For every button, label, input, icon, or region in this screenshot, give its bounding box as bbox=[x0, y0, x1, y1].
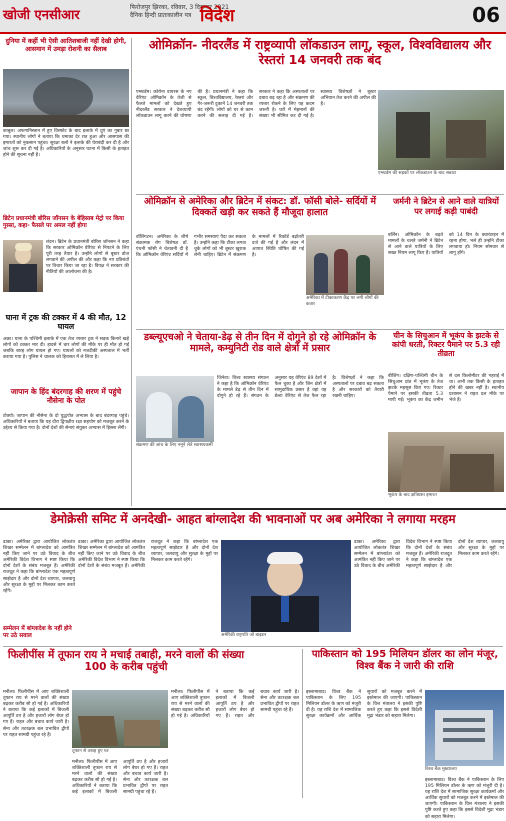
boris-photo bbox=[3, 240, 43, 292]
boris-headline: ब्रिटेन प्रधानमंत्री बोरिस जॉनसन के बेहिसाब मेट्रो पर किया गुस्सा, कहा- फैसले पर अमल नहीं होगा bbox=[3, 216, 125, 229]
china-headline-box bbox=[388, 332, 504, 372]
philippines-body-right: मनीला। फिलीपींस में आए शक्तिशाली तूफान राय से मरने वालों की संख्या बढ़कर करीब सौ हो गई है। अधिकारियों ने बताया कि कई इलाकों में बिजली आपूर्ति ठप है और हजारों लोग बेघर हो गए हैं। राहत और बचाव कार्य जारी है। सेना और तटरक्षक बल प्रभावित द्वीपों पर राहत सामग्री पहुंचा रहे हैं। bbox=[171, 690, 299, 720]
column-divider bbox=[131, 38, 132, 506]
china-headline: चीन के सिचुआन में भूकंप के झटके से कांपी धरती, रिक्टर पैमाने पर 5.3 रही तीव्रता bbox=[391, 331, 501, 358]
section-rule bbox=[3, 646, 503, 647]
earthquake-caption: भूकंप के बाद क्षतिग्रस्त इमारत bbox=[388, 493, 437, 498]
smoke-photo bbox=[3, 69, 129, 127]
earthquake-photo bbox=[388, 432, 504, 492]
page-number: 06 bbox=[472, 3, 500, 27]
philippines-body-left: मनीला। फिलीपींस में आए शक्तिशाली तूफान राय से मरने वालों की संख्या बढ़कर करीब सौ हो गई है। अधिकारियों ने बताया कि कई इलाकों में बिजली आपूर्ति ठप है और हजारों लोग बेघर हो गए हैं। राहत और बचाव कार्य जारी है। सेना और तटरक्षक बल प्रभावित द्वीपों पर राहत सामग्री पहुंचा रहे हैं। bbox=[3, 690, 69, 738]
fireworks-body: काबुल। अफगानिस्तान में हुए विस्फोट के बाद इलाके में धुएं का गुबार छा गया। स्थानीय लोगों ने बताया कि धमाका देर रात हुआ और आसपास की इमारतों को नुकसान पहुंचा। सुरक्षा बलों ने इलाके की घेराबंदी कर दी है और जांच शुरू कर दी गई है। अधिकारियों के अनुसार घटना में किसी के हताहत होने की सूचना नहीं है। bbox=[3, 129, 129, 159]
democracy-body-middle: ढाका। अमेरिका द्वारा आयोजित लोकतंत्र शिखर सम्मेलन में बांग्लादेश को आमंत्रित नहीं किए जाने पर उठे विवाद के बीच अमेरिकी विदेश विभाग ने स्पष्ट किया कि दोनों देशों के संबंध मजबूत हैं। अमेरिकी राजदूत ने कहा कि बांग्लादेश एक महत्वपूर्ण साझेदार है और दोनों देश व्यापार, जलवायु और सुरक्षा के मुद्दों पर मिलकर काम करते रहेंगे। bbox=[78, 540, 218, 570]
pakistan-body-tail: इस्लामाबाद। विश्व बैंक ने पाकिस्तान के लिए 195 मिलियन डॉलर के ऋण को मंजूरी दी है। यह राशि देश में सामाजिक सुरक्षा कार्यक्रमों और आर्थिक सुधारों को मजबूत करने में इस्तेमाल की जाएगी। पाकिस्तान के वित्त मंत्रालय ने इसकी पुष्टि करते हुए कहा कि इससे विदेशी मुद्रा भंडार को सहारा मिलेगा। bbox=[425, 778, 504, 820]
ghana-headline-box bbox=[3, 313, 129, 335]
philippines-headline-box bbox=[3, 649, 249, 687]
ghana-body: अक्रा। घाना के पश्चिमी इलाके में एक तेज रफ्तार ट्रक ने सड़क किनारे खड़े लोगों को टक्कर मार दी। हादसे में चार लोगों की मौके पर ही मौत हो गई जबकि बारह लोग घायल हो गए। घायलों को नजदीकी अस्पताल में भर्ती कराया गया है। पुलिस ने चालक को हिरासत में ले लिया है। bbox=[3, 337, 129, 361]
biden-caption: अमेरिकी राष्ट्रपति जो बाइडन bbox=[221, 633, 267, 638]
tagline: दैनिक हिन्दी प्रातःकालीन पत्र bbox=[130, 12, 192, 19]
who-headline-box bbox=[136, 332, 384, 372]
germany-body: बर्लिन। ओमिक्रॉन के बढ़ते मामलों के चलते जर्मनी ने ब्रिटेन से आने वाले यात्रियों के लिए सख्त नियम लागू किए हैं। यात्रियों को 14 दिन के क्वारंटाइन में रहना होगा, भले ही उन्होंने टीका लगवाया हो। नियम सोमवार से लागू होंगे। bbox=[388, 233, 504, 257]
newspaper-logo: खोजी एनसीआर bbox=[3, 8, 80, 23]
column-divider bbox=[302, 649, 303, 798]
covid-test-photo bbox=[136, 376, 214, 442]
lead-photo-caption: एम्स्टर्डम की सड़कों पर लॉकडाउन के बाद सन्नाटा bbox=[378, 171, 457, 176]
world-bank-photo bbox=[425, 690, 504, 766]
japan-headline-box bbox=[3, 388, 129, 412]
biden-photo bbox=[221, 540, 351, 632]
omicron-uk-headline-box bbox=[136, 197, 384, 233]
who-headline: डब्ल्यूएचओ ने चेताया-डेढ़ से तीन दिन में दोगुने हो रहे ओमिक्रॉन के मामले, कम्युनिटी रोड वाले क्षेत्रों में प्रसार bbox=[143, 332, 377, 355]
boris-body-upper: लंदन। ब्रिटेन के प्रधानमंत्री बोरिस जॉनसन ने कहा कि सरकार ओमिक्रॉन वेरिएंट से निपटने के लिए पूरी तरह तैयार है। उन्होंने लोगों से बूस्टर डोज लगवाने की अपील की और कहा कि नए प्रतिबंधों पर विचार किया जा रहा है। विपक्ष ने सरकार की नीतियों की आलोचना की है। bbox=[46, 240, 129, 276]
democracy-headline: डेमोक्रेसी समिट में अनदेखी- आहत बांग्लादेश की भावनाओं पर अब अमेरिका ने लगाया मरहम bbox=[50, 512, 456, 526]
omicron-uk-headline: ओमिक्रॉन से अमेरिका और ब्रिटेन में संकट: डॉ. फॉसी बोले- सर्दियों में दिक्कतें खड़ी कर सकते हैं मौजूदा हालात bbox=[143, 196, 377, 218]
lead-headline-box bbox=[136, 38, 504, 88]
ghana-headline: घाना में ट्रक की टक्कर में 4 की मौत, 12 घायल bbox=[5, 313, 127, 332]
democracy-headline-box bbox=[3, 512, 503, 536]
fireworks-headline-box bbox=[3, 38, 129, 68]
world-bank-caption: विश्व बैंक मुख्यालय bbox=[425, 767, 457, 772]
china-body: बीजिंग। दक्षिण-पश्चिमी चीन के सिचुआन प्रांत में भूकंप के तेज झटके महसूस किए गए। रिक्टर पैमाने पर इसकी तीव्रता 5.3 मापी गई। भूकंप का केंद्र जमीन से दस किलोमीटर की गहराई में था। अभी तक किसी के हताहत होने की खबर नहीं है। स्थानीय प्रशासन ने राहत दल मौके पर भेजे हैं। bbox=[388, 374, 504, 404]
who-body: जिनेवा। विश्व स्वास्थ्य संगठन ने कहा है कि ओमिक्रॉन वेरिएंट के मामले डेढ़ से तीन दिन में दोगुने हो रहे हैं। संगठन के अनुसार यह वेरिएंट 89 देशों में फैल चुका है और जिन क्षेत्रों में सामुदायिक प्रसार है वहां यह डेल्टा वेरिएंट से तेज फैल रहा है। विशेषज्ञों ने कहा कि अस्पतालों पर दबाव बढ़ सकता है और सरकारों को तैयारी रखनी चाहिए। bbox=[217, 376, 384, 400]
section-title: विदेश bbox=[200, 6, 235, 26]
democracy-body-right: ढाका। अमेरिका द्वारा आयोजित लोकतंत्र शिखर सम्मेलन में बांग्लादेश को आमंत्रित नहीं किए जाने पर उठे विवाद के बीच अमेरिकी विदेश विभाग ने स्पष्ट किया कि दोनों देशों के संबंध मजबूत हैं। अमेरिकी राजदूत ने कहा कि बांग्लादेश एक महत्वपूर्ण साझेदार है और दोनों देश व्यापार, जलवायु और सुरक्षा के मुद्दों पर मिलकर काम करते रहेंगे। bbox=[354, 540, 504, 570]
philippines-body-under-photo: मनीला। फिलीपींस में आए शक्तिशाली तूफान राय से मरने वालों की संख्या बढ़कर करीब सौ हो गई है। अधिकारियों ने बताया कि कई इलाकों में बिजली आपूर्ति ठप है और हजारों लोग बेघर हो गए हैं। राहत और बचाव कार्य जारी है। सेना और तटरक्षक बल प्रभावित द्वीपों पर राहत सामग्री पहुंचा रहे हैं। bbox=[72, 760, 168, 796]
japan-headline: जापान के हिंद बंदरगाह की शरण में पहुंचे नौसेना के पोत bbox=[10, 387, 122, 405]
section-rule bbox=[136, 329, 504, 330]
democracy-body-left: ढाका। अमेरिका द्वारा आयोजित लोकतंत्र शिखर सम्मेलन में बांग्लादेश को आमंत्रित नहीं किए जाने पर उठे विवाद के बीच अमेरिकी विदेश विभाग ने स्पष्ट किया कि दोनों देशों के संबंध मजबूत हैं। अमेरिकी राजदूत ने कहा कि बांग्लादेश एक महत्वपूर्ण साझेदार है और दोनों देश व्यापार, जलवायु और सुरक्षा के मुद्दों पर मिलकर काम करते रहेंगे। bbox=[3, 540, 75, 594]
lead-body: एम्स्टर्डम। कोरोना वायरस के नए वेरिएंट ओमिक्रॉन के तेजी से फैलते मामलों को देखते हुए नीदरलैंड सरकार ने देशव्यापी लॉकडाउन लागू करने की घोषणा की है। प्रधानमंत्री ने कहा कि स्कूल, विश्वविद्यालय, रेस्तरां और गैर-जरूरी दुकानें 14 जनवरी तक बंद रहेंगी। लोगों को घर से काम करने की सलाह दी गई है। सरकार ने कहा कि अस्पतालों पर दबाव बढ़ रहा है और संक्रमण की रफ्तार रोकने के लिए यह कदम जरूरी है। घरों में मेहमानों की संख्या भी सीमित कर दी गई है। स्वास्थ्य विशेषज्ञों ने बूस्टर अभियान तेज करने की अपील की है। bbox=[136, 90, 376, 120]
germany-headline: जर्मनी ने ब्रिटेन से आने वाले यात्रियों पर लगाई कड़ी पाबंदी bbox=[393, 196, 499, 216]
philippines-headline: फिलीपींस में तूफान राय ने मचाई तबाही, मरने वालों की संख्या 100 के करीब पहुंची bbox=[7, 649, 245, 674]
dateline: फिरोजपुर झिरका, रविवार, 3 दिसम्बर 2021 bbox=[130, 4, 229, 11]
typhoon-photo bbox=[72, 690, 168, 748]
covid-test-caption: संक्रमण की जांच के लिए नमूने लेते स्वास्थ्यकर्मी bbox=[136, 443, 213, 448]
vaccination-photo bbox=[306, 235, 384, 295]
democracy-subhead: सम्मेलन में बांग्लादेश के नहीं होने पर उठे सवाल bbox=[3, 626, 72, 639]
pakistan-headline: पाकिस्तान को 195 मिलियन डॉलर का लोन मंजूर, विश्व बैंक ने जारी की राशि bbox=[311, 649, 499, 672]
lead-headline: ओमिक्रॉन- नीदरलैंड में राष्ट्रव्यापी लॉकडाउन लागू, स्कूल, विश्वविद्यालय और रेस्तरां 14 जनवरी तक बंद bbox=[148, 37, 492, 67]
typhoon-caption: तूफान से तबाह हुए घर bbox=[72, 749, 109, 754]
masthead bbox=[0, 0, 506, 34]
omicron-uk-body: वॉशिंगटन। अमेरिका के शीर्ष संक्रामक रोग विशेषज्ञ डॉ. एंथनी फॉसी ने चेतावनी दी है कि ओमिक्रॉन वेरिएंट सर्दियों में गंभीर समस्याएं पैदा कर सकता है। उन्होंने कहा कि टीका लगवा चुके लोगों को भी बूस्टर खुराक लेनी चाहिए। ब्रिटेन में संक्रमण के मामलों में रिकॉर्ड बढ़ोतरी दर्ज की गई है और लंदन में आपात स्थिति घोषित की गई है। bbox=[136, 235, 304, 259]
pakistan-body: इस्लामाबाद। विश्व बैंक ने पाकिस्तान के लिए 195 मिलियन डॉलर के ऋण को मंजूरी दी है। यह राशि देश में सामाजिक सुरक्षा कार्यक्रमों और आर्थिक सुधारों को मजबूत करने में इस्तेमाल की जाएगी। पाकिस्तान के वित्त मंत्रालय ने इसकी पुष्टि करते हुए कहा कि इससे विदेशी मुद्रा भंडार को सहारा मिलेगा। bbox=[306, 690, 422, 720]
vaccination-caption: अमेरिका में टीकाकरण केंद्र पर लगी लोगों की कतार bbox=[306, 296, 379, 307]
section-rule bbox=[136, 194, 504, 195]
japan-body: टोक्यो। जापान की नौसेना के दो युद्धपोत अभ्यास के बाद बंदरगाह पहुंचे। अधिकारियों ने बताया कि यह दौरा द्विपक्षीय रक्षा सहयोग को मजबूत करने के उद्देश्य से किया गया है। दोनों देशों की सेनाएं संयुक्त अभ्यास में हिस्सा लेंगी। bbox=[3, 414, 129, 432]
fireworks-headline: दुनिया में कहीं भी ऐसी आतिशबाजी नहीं देखी होगी, आसमान में उमड़ा रोशनी का सैलाब bbox=[5, 37, 127, 53]
boris-headline-box bbox=[3, 216, 129, 238]
germany-headline-box bbox=[388, 197, 504, 231]
pakistan-headline-box bbox=[306, 649, 504, 687]
section-rule bbox=[0, 508, 506, 510]
lead-photo bbox=[378, 90, 504, 170]
